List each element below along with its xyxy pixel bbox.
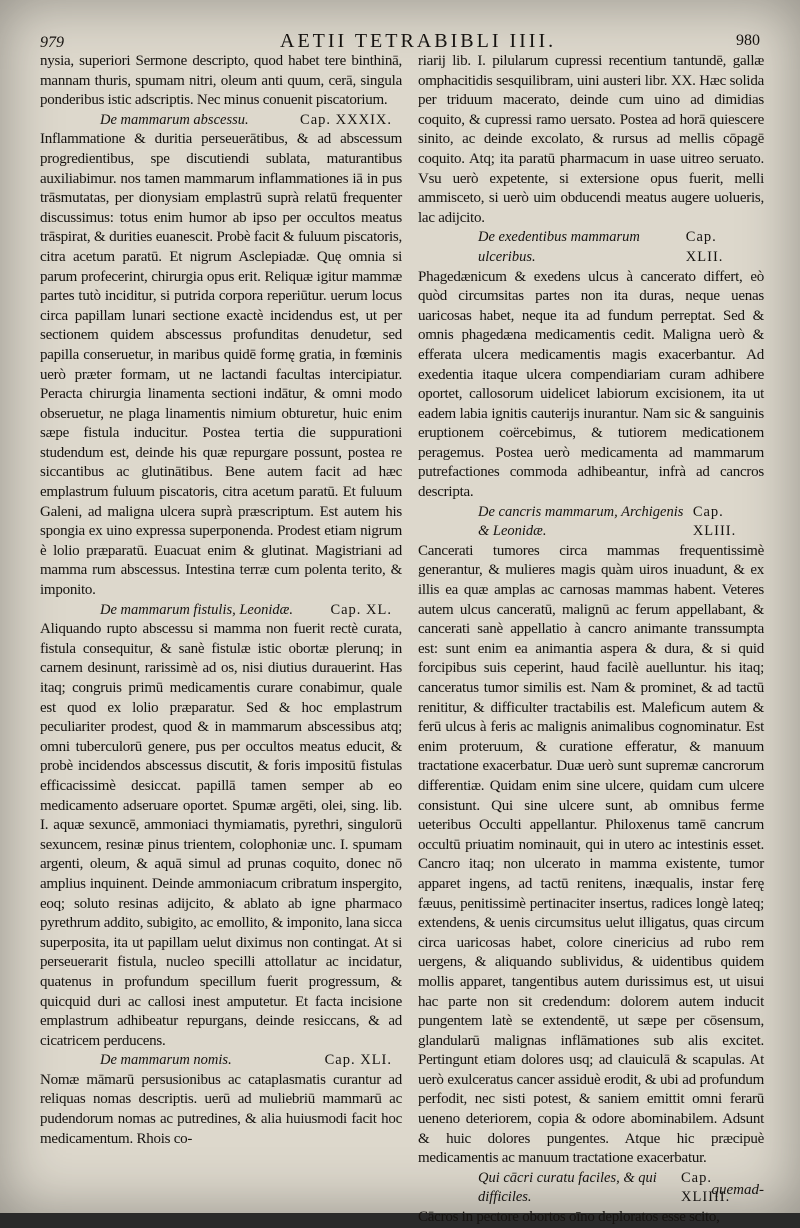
chapter-title: De mammarum abscessu.	[100, 111, 249, 128]
chapter-title: De mammarum fistulis, Leonidæ.	[100, 601, 293, 618]
catchword: quemad-	[711, 1182, 764, 1198]
chapter-number: Cap. XXXIX.	[300, 111, 392, 128]
running-title: AETII TETRABIBLI IIII.	[280, 30, 557, 52]
paragraph: Phagedænicum & exedens ulcus à cancerato differt, eò quòd circumsitas partes non ita duras, neque uenas uaricosas habet, neque ita ad fundum perreptat. Sed & omnis phagedæna medicamentis cedit. Maligna uerò & efferata ulcera medicamentis magis exacerbantur. Ad exedentia itaque ulcera compendiariam curam adhibere oportet, callosorum uidelicet labiorum excisionem, ita ut eadem labia ignitis cauterijs inurantur. Nam sic & sanguinis eruptionem coërcebimus, & tutiorem medicationem peragemus. Postea uerò medicamenta ad mammarum putrefactiones commoda adhibeantur, infrà ad cancros descripta.	[418, 268, 764, 501]
chapter-heading	[418, 503, 764, 542]
chapter-number: Cap. XLIIII.	[680, 1169, 731, 1206]
paragraph: Nomæ māmarū persusionibus ac cataplasmatis curantur ad reliquas nomas descriptis. uerū ad muliebriū mammarū ac pudendorum nomas ac putredines, & alia huiusmodi facit hoc medicamentum. Rhois co-	[40, 1071, 402, 1147]
left-column	[40, 52, 402, 1202]
chapter-heading	[40, 601, 402, 621]
page-number-right: 980	[736, 32, 760, 49]
chapter-heading	[418, 228, 764, 267]
chapter-number: Cap. XLIII.	[692, 503, 737, 540]
chapter-heading	[40, 111, 402, 131]
chapter-title: De exedentibus mammarum ulceribus.	[478, 229, 640, 265]
paragraph: Cancerati tumores circa mammas frequentissimè generantur, & mulieres magis quàm uiros inuadunt, & ex illis ea quæ amplas ac carnosas mammas habent. Veteres autem ulcus canceratū, malignū ac ferum appellabant, & cancerati sanè appellatio à cancro animante transsumpta est: sunt enim ea animantia aspera & dura, & si quid forcipibus suis ceperint, haud facilè auelluntur. his itaq; canceratus tumor similis est. Nam & prominet, & ad tactū renititur, & difficulter tractabilis est. Maleficum autem & ferū ulcus à feris ac malignis animalibus cognominatur. Est enim proteruum, & curatione efferatur, & manuum tractatione exacerbatur. Duæ uerò sunt supremæ cancrorum differentiæ. Quidam enim sine ulcere, quidam cum ulcere consistunt. Qui sine ulcere sunt, ab omnibus ferme ueteribus Occulti appellantur. Philoxenus tamē cancrum occultū priuatim nominauit, qui in utero ac intestinis esset. Cancro itaq; non ulcerato in mamma existente, tumor apparet ingens, ad tactū renitens, inæqualis, instar ferę fæuus, penitissimè pertinaciter insertus, radices longè lateq; extendens, & uenis circumsitus uelut illigatus, quas circum circa uaricosas habet, colore cinericius ad rubo rem uergens, & aliquando sublividus, & uidentibus quidem mollis apparet, tangentibus autem durissimus est, ut uisui hac parte non sit credendum: dolorem autem inducit pungentem latè se extendentē, ut sæpe per cōsensum, glandularū malignas inflāmationes sub alis excitet. Pertingunt etiam dolores usq; ad clauiculā & scapulas. At uerò exulceratus cancer assiduè erodit, & ubi ad profundum perfodit, nec sisti potest, & saniem emittit omni ferarū ueneno deteriorem, copia & odore abominabilem. Adsunt & huic dolores pungentes. Atque hic præcipuè medicamentis ac manuum tractatione exacerbatur.	[418, 542, 764, 1167]
paragraph: Aliquando rupto abscessu si mamma non fuerit rectè curata, fistula consequitur, & sanè fistulæ istic obortæ plerunq; in carnem desinunt, rarissimè ad os, nisi diutius durauerint. Has itaq; congruis primū medicamentis curare conabimur, quale est quod ex lolio præparatur. Sed & hoc emplastrum peculiariter prodest, quod & in mammarum abscessibus atq; omni tuberculorū genere, pus per occultos meatus educit, & probè incidendos abscessus discutit, & foris impositū fistulas efficacissimè desiccat. papillā tamen semper ab eo medicamento adseruare oportet. Spumæ argēti, olei, sing. lib. I. aquæ sexuncē, ammoniaci thymiamatis, pyrethri, singulorū sexuncem, resinæ pinus trientem, colophoniæ unc. I. spumam argenti, oleum, & aquā simul ad prunas coquito, donec nō amplius inquinent. Deinde ammoniacum cribratum inspergito, eoq; soluto resinas adijcito, & ablato ab igne pharmaco pyrethrum addito, subigito, ac emollito, & imponito, lana sicca superposita, ita ut papillam uelut diximus non contingat. At si perseuerarit fistula, nucleo specilli attollatur ac incidatur, quatenus in profundum specillum fuerit progressum, & quicquid duri ac callosi inest amputetur. Et facta incisione emplastrum adhibeatur repurgans, deinde resiccans, & ad cicatricem perducens.	[40, 621, 402, 1049]
paragraph: Inflammatione & duritia perseuerātibus, & ad abscessum progredientibus, spe discutiendi sublata, maturantibus auxiliabimur. nos tamen mammarum inflammationes iā in pus trāsmutatas, per dionysiam emplastrū suprà relatū frequenter discussimus: totus enim humor ab ipso per occultos meatus trāspirat, & durities euanescit. Probè facit & fuluum piscatoris, citra acetum paratū. Et nigrum Asclepiadæ. Quę omnia si parum profecerint, chirurgia opus erit. Reliquæ igitur mammæ partes tutò inciditur, si putrida corpora reperiūtur. uerum locus circa papillam lunari sectione exactè incidendus est, ut per sectionem quidem abscessus profunditas denudetur, sed papilla conseruetur, in maribus quidē formę gratia, in fœminis uerò præter formam, ut ne lactandi facultas intercipiatur. Peracta chirurgia linamenta sectioni indātur, & omni modo obseruetur, ne plaga linamentis nimium obturetur, huic enim sæpe fistula inducitur. Postea tertia die suppurationi studendum est, deinde his quæ repurgare possunt, postea re siccantibus ac glutinātibus. Bene autem facit ad hæc emplastrum fuluum piscatoris, citra acetum paratū. Et fuluum Galeni, ad maligna ulcera suprà præscriptum. Est autem his spongia ex uino expressa superponenda. Prodest etiam nigrum è lolio præparatū. Euacuat enim & glutinat. Magistriani ad mamma rum abscessus. Intestina terræ cum polenta terito, & imponito.	[40, 131, 402, 599]
right-column	[418, 52, 764, 1226]
chapter-number: Cap. XL.	[330, 601, 392, 618]
paragraph: nysia, superiori Sermone descripto, quod habet tere binthinā, mannam thuris, spumam nitri, oleum anti quum, cerā, singula ponderibus istic adscriptis. Nec minus conuenit piscatorium.	[40, 53, 402, 109]
page-number-left: 979	[40, 34, 64, 51]
chapter-number: Cap. XLII.	[685, 229, 724, 265]
paragraph: Cācros in pectore obortos oīno deploratos esse scito,	[418, 1209, 720, 1226]
chapter-title: Qui cācri curatu faciles, & qui difficiles.	[478, 1169, 657, 1206]
chapter-title: De cancris mammarum, Archigenis & Leonidæ.	[478, 503, 684, 540]
chapter-heading	[40, 1051, 402, 1071]
chapter-number: Cap. XLI.	[324, 1052, 392, 1069]
chapter-title: De mammarum nomis.	[100, 1052, 232, 1069]
paragraph: riarij lib. I. pilularum cupressi recentium tantundē, gallæ omphacitidis sesquilibram, uini austeri libr. XX. Hæc solida per triduum macerato, deinde cum uino ad dimidias coquito, & cupressi ramo uersato. Postea ad horā quiescere sinito, ac deinde excolato, & rursus ad mellis cōpagē coquito. Atq; ita paratū pharmacum in uase uitreo seruato. Vsu uerò expetente, si extersione opus fuerit, melli ammisceto, si uerò uim obducendi meatus augere uolueris, lac adijcito.	[418, 53, 764, 226]
